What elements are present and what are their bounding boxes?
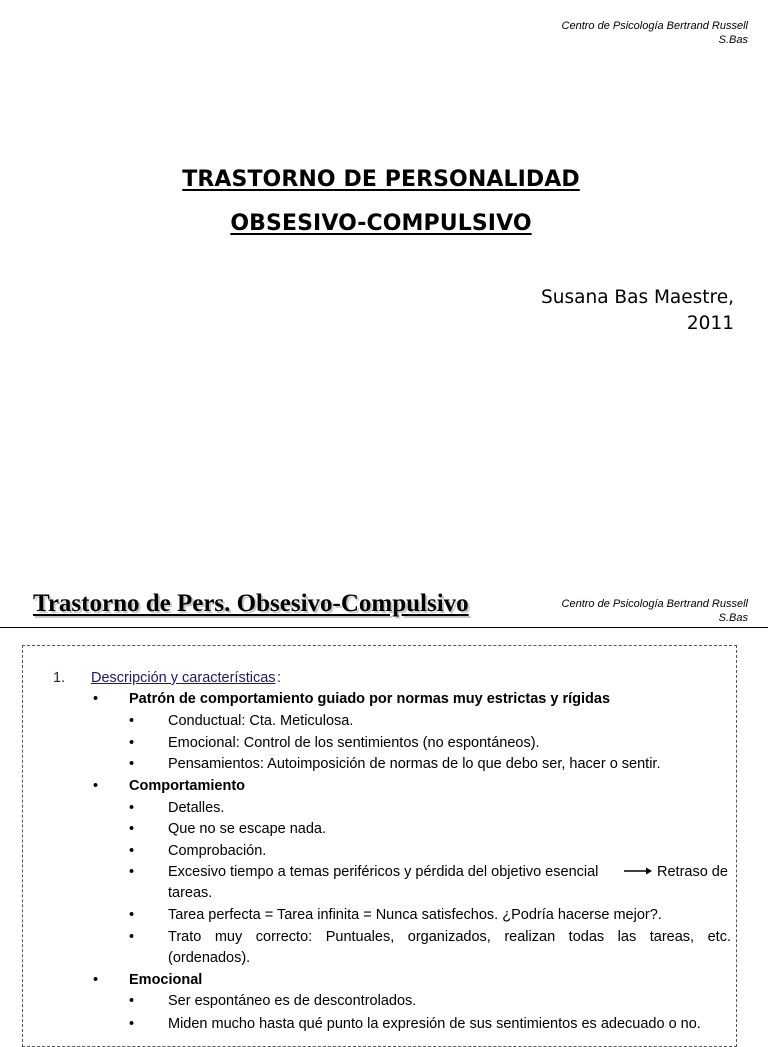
cover-title-line1: TRASTORNO DE PERSONALIDAD: [182, 167, 580, 192]
bullet: •: [129, 907, 135, 923]
item-text: Ser espontáneo es de descontrolados.: [168, 993, 417, 1009]
content-slide: [0, 572, 768, 1032]
section-colon: :: [277, 670, 282, 686]
bullet: •: [129, 735, 135, 751]
section-number: 1.: [53, 670, 66, 686]
bullet: •: [129, 864, 135, 880]
bullet: •: [93, 778, 99, 794]
title-rule: [0, 627, 768, 628]
item-text: tareas.: [168, 885, 213, 901]
group-heading: Comportamiento: [129, 778, 245, 794]
bullet: •: [129, 713, 135, 729]
right-arrow-icon: [624, 866, 652, 876]
cover-title-line2: OBSESIVO-COMPULSIVO: [230, 211, 532, 236]
item-text: Excesivo tiempo a temas periféricos y pérdida del objetivo esencial: [168, 864, 599, 880]
item-text: Pensamientos: Autoimposición de normas de lo que debo ser, hacer o sentir.: [168, 756, 661, 772]
bullet: •: [129, 993, 135, 1009]
item-text: (ordenados).: [168, 950, 251, 966]
author-name: Susana Bas Maestre,: [541, 287, 734, 308]
group-heading: Patrón de comportamiento guiado por normas muy estrictas y rígidas: [129, 691, 611, 707]
item-text: Conductual: Cta. Meticulosa.: [168, 713, 354, 729]
slide-title: Trastorno de Pers. Obsesivo-Compulsivo: [33, 590, 469, 617]
item-text: Trato muy correcto: Puntuales, organizados, realizan todas las tareas, etc.: [168, 929, 731, 945]
bullet: •: [129, 929, 135, 945]
bullet: •: [129, 1016, 135, 1032]
bullet: •: [129, 800, 135, 816]
item-text: Miden mucho hasta qué punto la expresión de sus sentimientos es adecuado o no.: [168, 1016, 701, 1032]
bullet: •: [129, 843, 135, 859]
section-heading: Descripción y características: [91, 670, 276, 686]
slide-header: [562, 597, 748, 625]
content-box: [22, 645, 737, 1047]
cover-header: [562, 19, 748, 47]
item-text: Comprobación.: [168, 843, 267, 859]
item-text-continued: Retraso de: [657, 864, 728, 880]
group-heading: Emocional: [129, 972, 203, 988]
header-org: Centro de Psicología Bertrand Russell: [561, 20, 748, 32]
bullet: •: [93, 972, 99, 988]
item-text: Emocional: Control de los sentimientos (no espontáneos).: [168, 735, 540, 751]
bullet: •: [129, 821, 135, 837]
item-text: Tarea perfecta = Tarea infinita = Nunca satisfechos. ¿Podría hacerse mejor?.: [168, 907, 662, 923]
item-text: Que no se escape nada.: [168, 821, 327, 837]
header-initials: S.Bas: [718, 34, 748, 46]
cover-author: [541, 285, 734, 337]
author-year: 2011: [686, 313, 734, 334]
header-org: Centro de Psicología Bertrand Russell: [561, 598, 748, 610]
item-text: Detalles.: [168, 800, 225, 816]
bullet: •: [129, 756, 135, 772]
header-initials: S.Bas: [718, 612, 748, 624]
bullet: •: [93, 691, 99, 707]
